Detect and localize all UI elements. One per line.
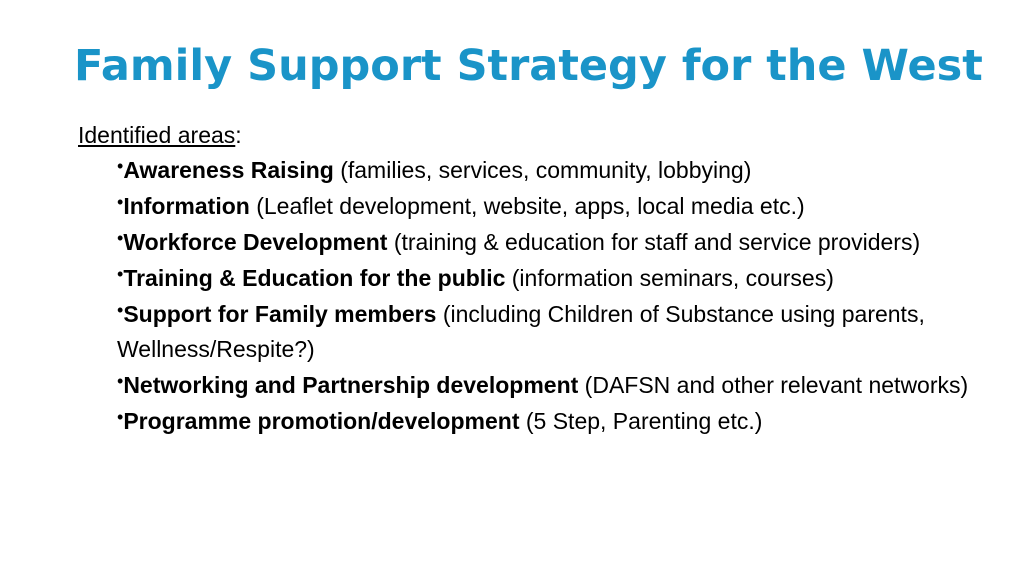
bullet-icon: • (117, 192, 124, 212)
item-title: Information (123, 193, 250, 219)
item-detail: (including Children of Substance using parents, Wellness/Respite?) (117, 301, 925, 362)
intro-label: Identified areas (78, 122, 236, 148)
item-detail: (Leaflet development, website, apps, local media etc.) (249, 193, 805, 219)
bullet-icon: • (117, 264, 124, 284)
bullet-icon: • (117, 300, 124, 320)
bullet-list (78, 153, 997, 439)
list-item (117, 368, 997, 403)
list-item (117, 225, 997, 260)
list-item (117, 404, 997, 439)
slide-title: Family Support Strategy for the West (74, 41, 983, 91)
item-title: Training & Education for the public (123, 265, 506, 291)
item-title: Awareness Raising (123, 157, 334, 183)
item-title: Programme promotion/development (123, 408, 520, 434)
bullet-icon: • (117, 371, 124, 391)
item-detail: (families, services, community, lobbying) (333, 157, 752, 183)
item-title: Networking and Partnership development (123, 372, 579, 398)
bullet-icon: • (117, 156, 124, 176)
item-detail: (training & education for staff and service providers) (387, 229, 921, 255)
intro-colon: : (235, 122, 242, 148)
item-detail: (DAFSN and other relevant networks) (578, 372, 969, 398)
bullet-icon: • (117, 228, 124, 248)
item-detail: (information seminars, courses) (505, 265, 834, 291)
item-title: Support for Family members (123, 301, 437, 327)
bullet-icon: • (117, 407, 124, 427)
item-detail: (5 Step, Parenting etc.) (519, 408, 763, 434)
slide-body (78, 118, 998, 440)
intro-line (78, 118, 998, 152)
list-item (117, 297, 997, 367)
list-item (117, 189, 997, 224)
list-item (117, 153, 997, 188)
item-title: Workforce Development (123, 229, 388, 255)
list-item (117, 261, 997, 296)
